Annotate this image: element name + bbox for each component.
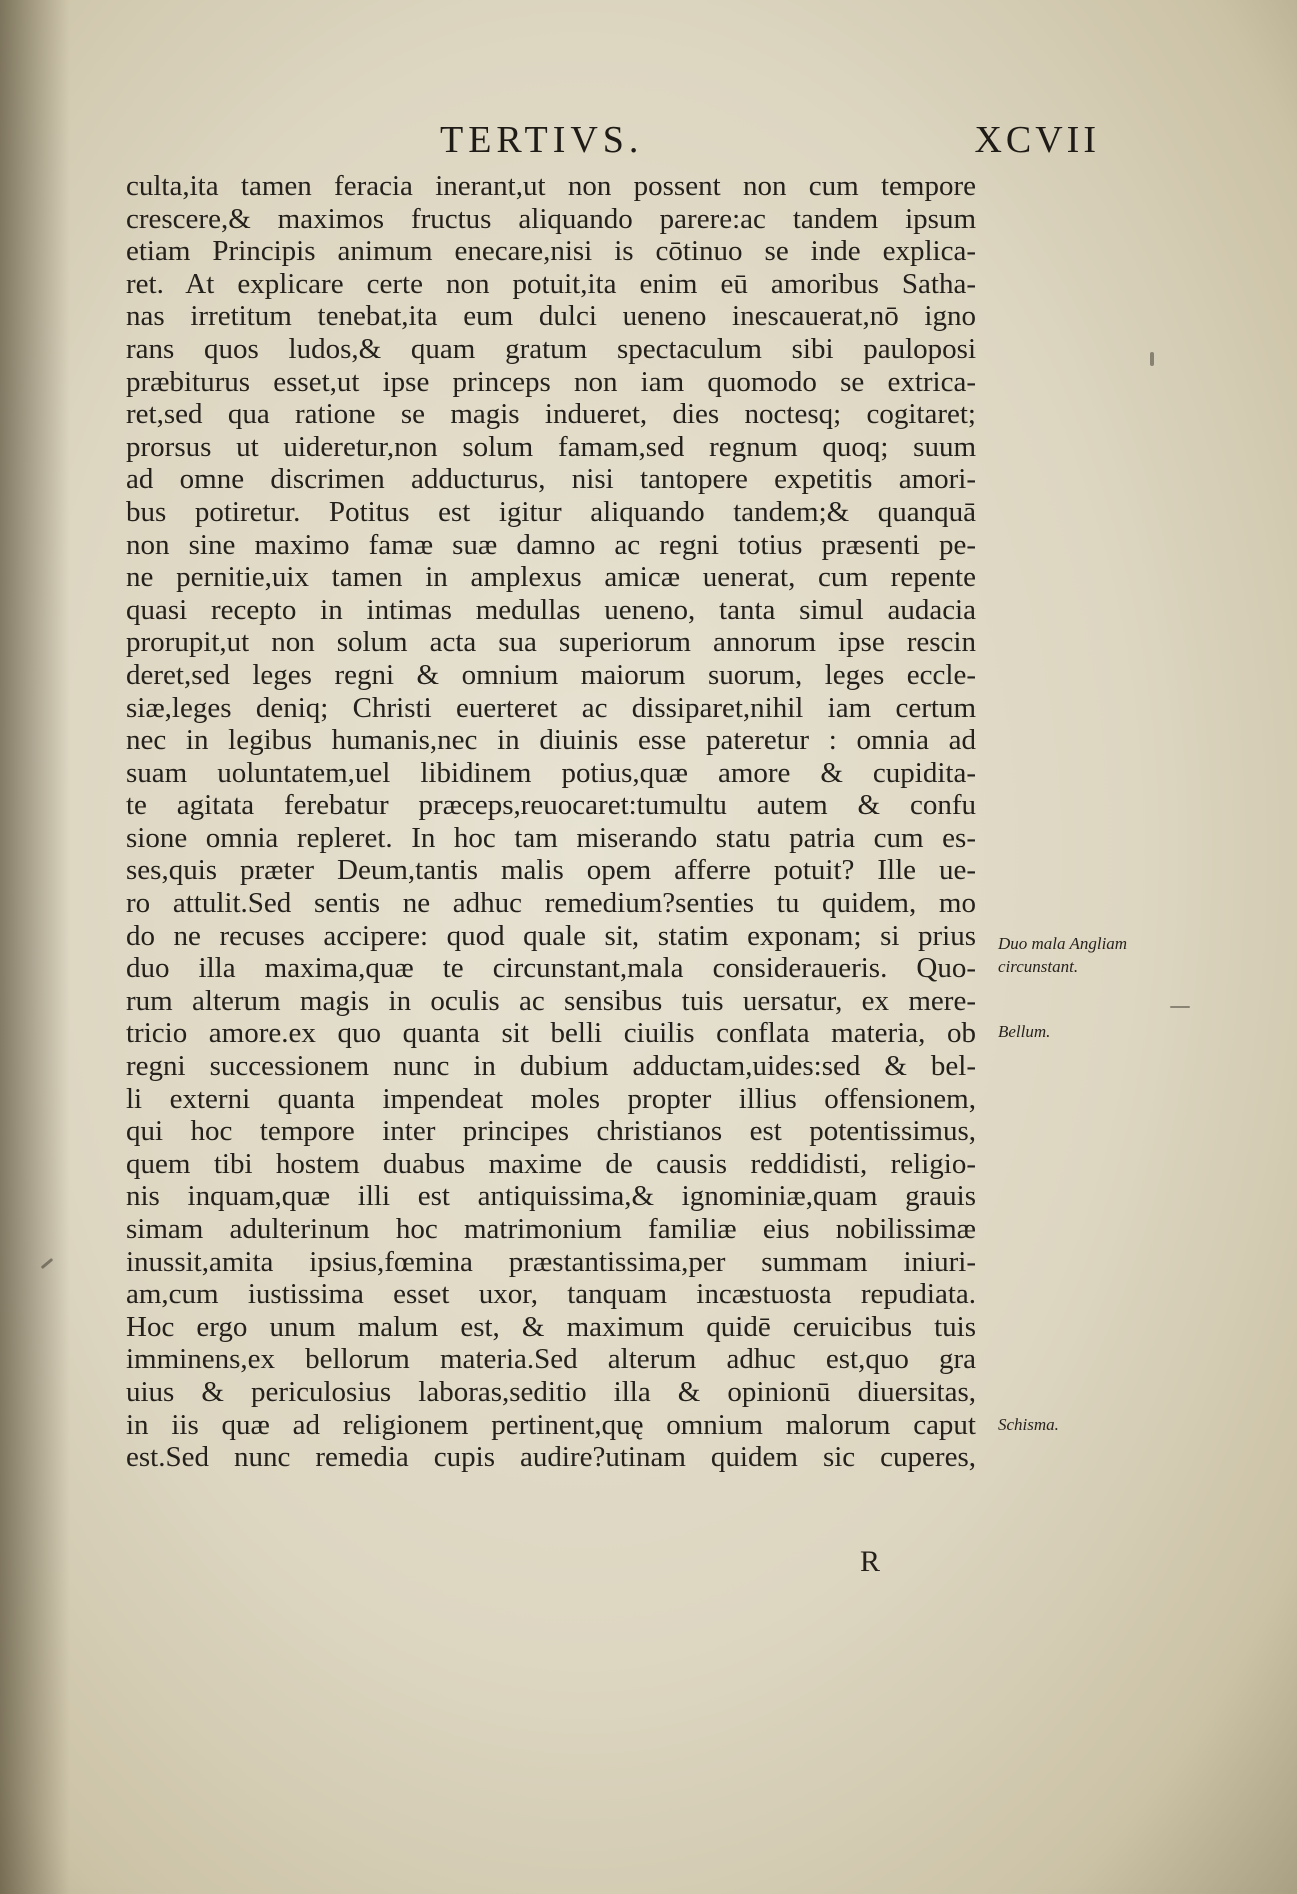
text-line: nis inquam,quæ illi est antiquissima,& ignominiæ,quam grauis: [126, 1180, 976, 1213]
text-line: regni successionem nunc in dubium adductam,uides:sed & bel-: [126, 1050, 976, 1083]
margin-note-bellum: [998, 1020, 1178, 1043]
text-line: rans quos ludos,& quam gratum spectaculum sibi pauloposi: [126, 332, 976, 365]
text-line: li externi quanta impendeat moles propter illius offensionem,: [126, 1082, 976, 1115]
text-line: prorsus ut uideretur,non solum famam,sed regnum quoq; suum: [126, 430, 976, 463]
margin-note-line: Bellum.: [998, 1022, 1051, 1041]
text-line: etiam Principis animum enecare,nisi is cōtinuo se inde explica-: [126, 235, 976, 268]
text-line: do ne recuses accipere: quod quale sit, statim exponam; si prius: [126, 919, 976, 952]
text-line: crescere,& maximos fructus aliquando parere:ac tandem ipsum: [126, 202, 976, 235]
text-line: imminens,ex bellorum materia.Sed alterum adhuc est,quo gra: [126, 1343, 976, 1376]
text-line: nec in legibus humanis,nec in diuinis esse pateretur : omnia ad: [126, 724, 976, 757]
text-line: sione omnia repleret. In hoc tam miserando statu patria cum es-: [126, 821, 976, 854]
text-line: rum alterum magis in oculis ac sensibus tuis uersatur, ex mere-: [126, 984, 976, 1017]
text-line: quem tibi hostem duabus maxime de causis reddidisti, religio-: [126, 1147, 976, 1180]
main-text-block: [126, 170, 976, 1474]
text-line: ret,sed qua ratione se magis indueret, dies noctesq; cogitaret;: [126, 398, 976, 431]
text-line: in iis quæ ad religionem pertinent,quę omnium malorum caput: [126, 1408, 976, 1441]
margin-note-line: Schisma.: [998, 1415, 1059, 1434]
text-line: siæ,leges deniq; Christi euerteret ac dissiparet,nihil iam certum: [126, 691, 976, 724]
margin-note-schisma: [998, 1413, 1178, 1436]
page-header: [440, 118, 1100, 168]
text-line: ro attulit.Sed sentis ne adhuc remedium?senties tu quidem, mo: [126, 887, 976, 920]
text-line: nas irretitum tenebat,ita eum dulci ueneno inescauerat,nō igno: [126, 300, 976, 333]
text-line: ses,quis præter Deum,tantis malis opem afferre potuit? Ille ue-: [126, 854, 976, 887]
text-line: am,cum iustissima esset uxor, tanquam incæstuosta repudiata.: [126, 1278, 976, 1311]
text-line: suam uoluntatem,uel libidinem potius,quæ amore & cupidita-: [126, 756, 976, 789]
text-line: deret,sed leges regni & omnium maiorum suorum, leges eccle-: [126, 658, 976, 691]
folio-number: XCVII: [974, 119, 1100, 161]
text-line: præbiturus esset,ut ipse princeps non iam quomodo se extrica-: [126, 365, 976, 398]
margin-note-line: Duo mala Angliam: [998, 934, 1128, 953]
running-head: TERTIVS.: [440, 119, 644, 161]
margin-note-duo-mala: [998, 932, 1178, 978]
text-line: inussit,amita ipsius,fœmina præstantissima,per summam iniuri-: [126, 1245, 976, 1278]
text-line: prorupit,ut non solum acta sua superiorum annorum ipse rescin: [126, 626, 976, 659]
catchword: R: [860, 1545, 881, 1578]
text-line: ad omne discrimen adducturus, nisi tantopere expetitis amori-: [126, 463, 976, 496]
ink-speck: [1150, 352, 1154, 366]
ink-speck: [1170, 1006, 1190, 1008]
text-line: ret. At explicare certe non potuit,ita enim eū amoribus Satha-: [126, 267, 976, 300]
text-line: qui hoc tempore inter principes christianos est potentissimus,: [126, 1115, 976, 1148]
text-line: Hoc ergo unum malum est, & maximum quidē ceruicibus tuis: [126, 1310, 976, 1343]
text-line: ne pernitie,uix tamen in amplexus amicæ uenerat, cum repente: [126, 561, 976, 594]
text-line: simam adulterinum hoc matrimonium familiæ eius nobilissimæ: [126, 1213, 976, 1245]
text-line: culta,ita tamen feracia inerant,ut non possent non cum tempore: [126, 170, 976, 202]
gutter-shadow: [0, 0, 70, 1894]
text-line: non sine maximo famæ suæ damno ac regni totius præsenti pe-: [126, 528, 976, 561]
text-line: te agitata ferebatur præceps,reuocaret:tumultu autem & confu: [126, 789, 976, 822]
text-line: duo illa maxima,quæ te circunstant,mala consideraueris. Quo-: [126, 952, 976, 985]
text-line: bus potiretur. Potitus est igitur aliquando tandem;& quanquā: [126, 495, 976, 528]
text-line: est.Sed nunc remedia cupis audire?utinam quidem sic cuperes,: [126, 1441, 976, 1474]
text-line: quasi recepto in intimas medullas ueneno, tanta simul audacia: [126, 593, 976, 626]
text-line: tricio amore.ex quo quanta sit belli ciuilis conflata materia, ob: [126, 1017, 976, 1050]
text-line: uius & periculosius laboras,seditio illa & opinionū diuersitas,: [126, 1375, 976, 1408]
margin-note-line: circunstant.: [998, 957, 1079, 976]
